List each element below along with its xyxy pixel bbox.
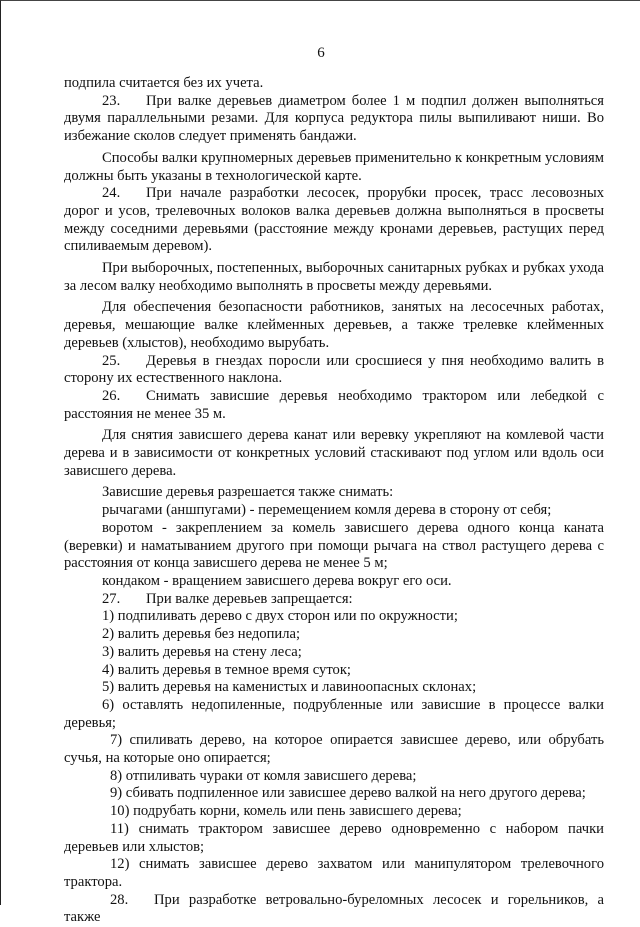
- list-item: 10) подрубать корни, комель или пень зависшего дерева;: [110, 803, 462, 820]
- list-item: 12) снимать зависшее дерево захватом или манипулятором трелевочного трактора.: [64, 856, 604, 890]
- paragraph-text: При валке деревьев запрещается:: [146, 590, 353, 607]
- paragraph: подпила считается без их учета.: [64, 75, 264, 91]
- page-number: 6: [317, 45, 325, 61]
- list-item: 7) спиливать дерево, на которое опирается зависшее дерево, или обрубать сучья, на которые оно опирается;: [64, 732, 604, 767]
- paragraph: кондаком - вращением зависшего дерева вокруг его оси.: [102, 572, 452, 589]
- paragraph-number: 28.: [110, 891, 129, 908]
- list-item: 11) снимать трактором зависшее дерево одновременно с набором пачки деревьев или хлыстов;: [64, 820, 604, 855]
- paragraph: При выборочных, постепенных, выборочных санитарных рубках и рубках ухода за лесом валку необходимо выполнять в просветы между деревьями.: [64, 260, 604, 294]
- paragraph: Для обеспечения безопасности работников, занятых на лесосечных работах, деревья, мешающие валке клейменных деревьев, а также трелевке клейменных деревьев (хлыстов), необходимо вырубать.: [64, 299, 604, 351]
- paragraph: Зависшие деревья разрешается также снимать:: [102, 484, 394, 501]
- paragraph-text: При валке деревьев диаметром более 1 м подпил должен выполняться двумя параллельными резами. Для корпуса редуктора пилы выпиливают ниши. Во избежание сколов следует применять бандажи.: [64, 92, 604, 145]
- numbered-paragraph: [64, 892, 604, 927]
- paragraph-number: 25.: [102, 352, 121, 369]
- numbered-paragraph: [64, 591, 604, 609]
- paragraph-text: Деревья в гнездах поросли или сросшиеся у пня необходимо валить в сторону их естественного наклона.: [64, 352, 604, 387]
- numbered-paragraph: [64, 185, 604, 256]
- list-item: 4) валить деревья в темное время суток;: [102, 661, 351, 678]
- paragraph: воротом - закреплением за комель зависшего дерева одного конца каната (веревки) и наматыванием другого при помощи рычага на ствол растущего дерева с расстояния от конца зависшего дерева не менее 5 м;: [64, 519, 604, 572]
- paragraph-text: При начале разработки лесосек, прорубки просек, трасс лесовозных дорог и усов, трелевочных волоков валка деревьев должна выполняться в просветы между соседними деревьями (расстояние между кронами деревьев, растущих перед спиливаемым деревом).: [64, 185, 604, 255]
- paragraph: рычагами (аншпугами) - перемещением комля дерева в сторону от себя;: [102, 502, 552, 519]
- document-body: [64, 75, 604, 927]
- paragraph-text: Снимать зависшие деревья необходимо трактором или лебедкой с расстояния не менее 35 м.: [64, 387, 604, 422]
- paragraph-number: 23.: [102, 92, 121, 109]
- numbered-paragraph: [64, 388, 604, 423]
- list-item: 5) валить деревья на каменистых и лавиноопасных склонах;: [102, 679, 477, 696]
- list-item: 6) оставлять недопиленные, подрубленные или зависшие в процессе валки деревья;: [64, 696, 604, 731]
- paragraph: Для снятия зависшего дерева канат или веревку укрепляют на комлевой части дерева и в зависимости от конкретных условий стаскивают под углом или вдоль оси зависшего дерева.: [64, 427, 604, 479]
- list-item: 8) отпиливать чураки от комля зависшего дерева;: [110, 767, 417, 784]
- list-item: 9) сбивать подпиленное или зависшее дерево валкой на него другого дерева;: [110, 785, 586, 802]
- paragraph: Способы валки крупномерных деревьев применительно к конкретным условиям должны быть указаны в технологической карте.: [64, 149, 604, 184]
- paragraph-number: 26.: [102, 387, 121, 404]
- numbered-paragraph: [64, 93, 604, 146]
- paragraph-number: 27.: [102, 590, 121, 607]
- paragraph-number: 24.: [102, 185, 121, 202]
- paragraph-text: При разработке ветровально-буреломных лесосек и горельников, а также: [64, 891, 604, 926]
- numbered-paragraph: [64, 353, 604, 388]
- list-item: 1) подпиливать дерево с двух сторон или по окружности;: [102, 608, 458, 625]
- list-item: 2) валить деревья без недопила;: [102, 626, 301, 643]
- list-item: 3) валить деревья на стену леса;: [102, 643, 302, 660]
